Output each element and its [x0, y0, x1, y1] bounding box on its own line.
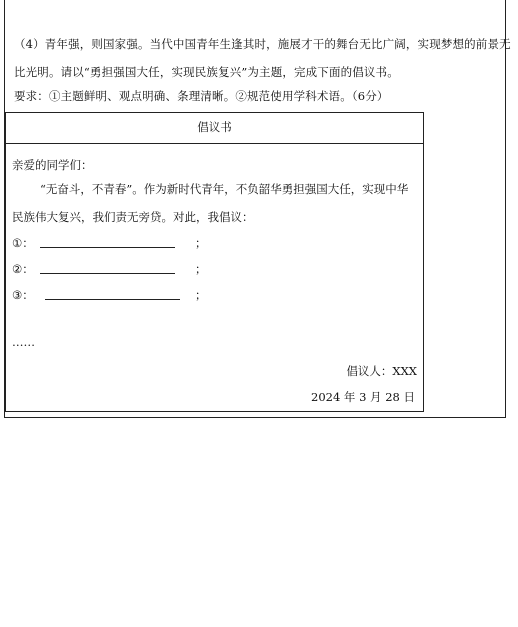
proposal-item-3: [12, 287, 207, 303]
proposal-title: 倡议书: [6, 113, 423, 144]
item-semicolon: ；: [195, 262, 207, 276]
proposal-signer: 倡议人：XXX: [346, 364, 417, 378]
item-semicolon: ；: [195, 236, 207, 250]
item-blank-line[interactable]: [40, 273, 175, 274]
item-number: ②：: [12, 262, 34, 276]
proposal-item-2: [12, 261, 207, 277]
question-requirement: 要求：①主题鲜明、观点明确、条理清晰。②规范使用学科术语。（6分）: [14, 89, 389, 103]
page-right-border: [505, 0, 506, 418]
item-number: ③：: [12, 288, 34, 302]
item-semicolon: ；: [195, 288, 207, 302]
proposal-date: 2024 年 3 月 28 日: [311, 390, 415, 404]
proposal-ellipsis: ……: [12, 335, 35, 349]
proposal-box: [5, 112, 424, 412]
item-blank-line[interactable]: [45, 299, 180, 300]
question-text-line-1: （4）青年强，则国家强。当代中国青年生逢其时，施展才干的舞台无比广阔，实现梦想的前景无: [14, 37, 511, 51]
proposal-greeting: 亲爱的同学们：: [12, 158, 93, 172]
question-text-line-2: 比光明。请以“勇担强国大任，实现民族复兴”为主题，完成下面的倡议书。: [14, 65, 399, 79]
proposal-body-line-2: 民族伟大复兴，我们责无旁贷。对此，我倡议：: [12, 210, 254, 224]
item-blank-line[interactable]: [40, 247, 175, 248]
proposal-item-1: [12, 235, 207, 251]
item-number: ①：: [12, 236, 34, 250]
proposal-body-line-1: “无奋斗，不青春”。作为新时代青年，不负韶华勇担强国大任，实现中华: [40, 182, 409, 196]
page-bottom-border: [4, 417, 506, 418]
